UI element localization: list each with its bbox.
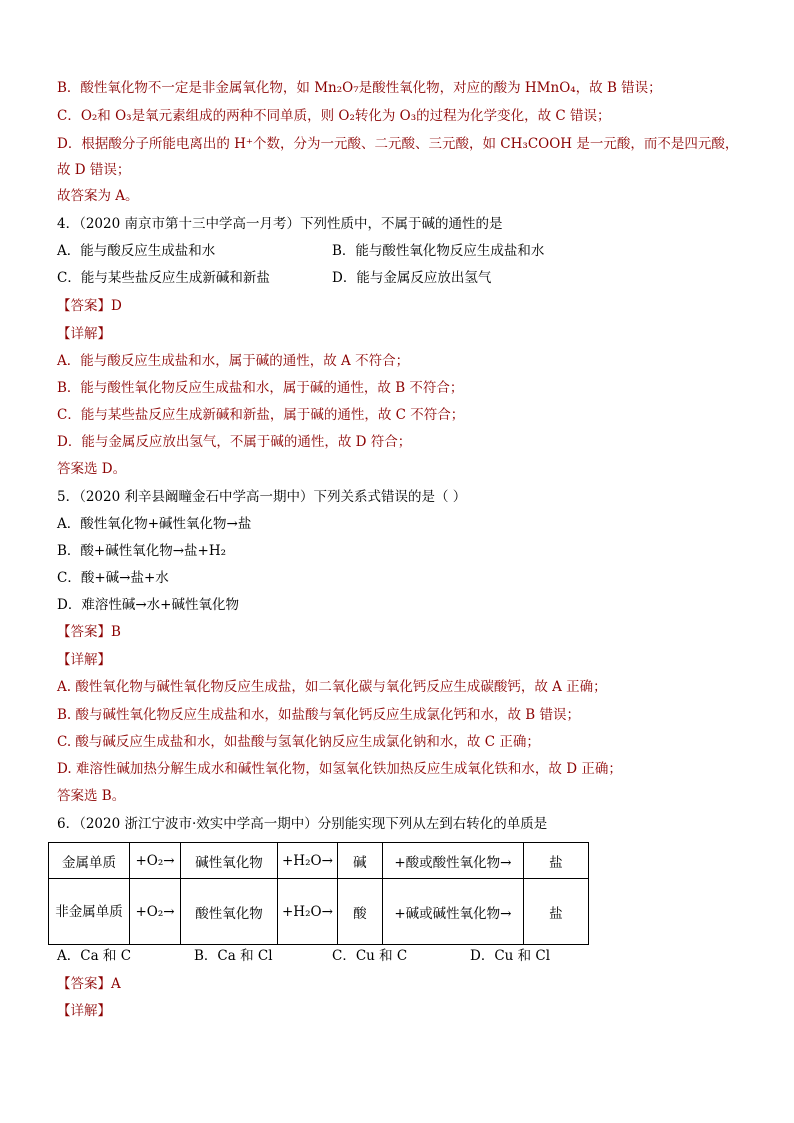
table-cell: 酸性氧化物 xyxy=(181,879,278,945)
q6-option-b: B．Ca 和 Cl xyxy=(194,948,273,964)
q4-option-b: B．能与酸性氧化物反应生成盐和水 xyxy=(332,243,545,259)
q5-detail-heading: 【详解】 xyxy=(57,652,111,668)
table-cell: +酸或酸性氧化物→ xyxy=(382,843,523,879)
q5-option-d: D．难溶性碱→水+碱性氧化物 xyxy=(57,597,239,613)
q5-explanation-d: D. 难溶性碱加热分解生成水和碱性氧化物，如氢氧化铁加热反应生成氧化铁和水，故 D 正确； xyxy=(57,761,622,777)
q6-option-c: C．Cu 和 C xyxy=(332,948,408,964)
q5-option-c: C．酸+碱→盐+水 xyxy=(57,570,169,586)
q4-choose: 答案选 D。 xyxy=(57,461,127,477)
table-cell: 金属单质 xyxy=(49,843,130,879)
table-cell: +O₂→ xyxy=(130,843,181,879)
q5-explanation-a: A. 酸性氧化物与碱性氧化物反应生成盐，如二氧化碳与氧化钙反应生成碳酸钙，故 A 正确； xyxy=(57,679,607,695)
prev-answer: 故答案为 A。 xyxy=(57,188,139,204)
q4-answer: 【答案】D xyxy=(57,298,122,314)
question-5: 5．（2020 利辛县阚疃金石中学高一期中）下列关系式错误的是（ ） xyxy=(57,489,467,505)
table-cell: +H₂O→ xyxy=(278,843,338,879)
prev-explanation-c: C．O₂和 O₃是氧元素组成的两种不同单质，则 O₂转化为 O₃的过程为化学变化，故 C 错误； xyxy=(57,108,611,124)
prev-explanation-d-1: D．根据酸分子所能电离出的 H⁺个数，分为一元酸、二元酸、三元酸，如 CH₃COOH 是一元酸，而不是四元酸， xyxy=(57,136,739,152)
table-cell: 盐 xyxy=(523,843,588,879)
q4-detail-heading: 【详解】 xyxy=(57,326,111,342)
q4-explanation-b: B．能与酸性氧化物反应生成盐和水，属于碱的通性，故 B 不符合； xyxy=(57,380,464,396)
q4-explanation-c: C．能与某些盐反应生成新碱和新盐，属于碱的通性，故 C 不符合； xyxy=(57,407,465,423)
q6-answer: 【答案】A xyxy=(57,976,121,992)
q5-choose: 答案选 B。 xyxy=(57,788,126,804)
question-4: 4．（2020 南京市第十三中学高一月考）下列性质中，不属于碱的通性的是 xyxy=(57,216,503,232)
table-cell: 酸 xyxy=(337,879,382,945)
conversion-table xyxy=(48,842,589,945)
q5-option-a: A．酸性氧化物+碱性氧化物→盐 xyxy=(57,516,252,532)
table-cell: +碱或碱性氧化物→ xyxy=(382,879,523,945)
q5-explanation-c: C. 酸与碱反应生成盐和水，如盐酸与氢氧化钠反应生成氯化钠和水，故 C 正确； xyxy=(57,734,540,750)
table-cell: +H₂O→ xyxy=(278,879,338,945)
table-cell: 非金属单质 xyxy=(49,879,130,945)
q4-explanation-a: A．能与酸反应生成盐和水，属于碱的通性，故 A 不符合； xyxy=(57,353,410,369)
q5-explanation-b: B. 酸与碱性氧化物反应生成盐和水，如盐酸与氧化钙反应生成氯化钙和水，故 B 错误； xyxy=(57,707,581,723)
q6-option-a: A．Ca 和 C xyxy=(57,948,132,964)
table-cell: 碱 xyxy=(337,843,382,879)
q5-option-b: B．酸+碱性氧化物→盐+H₂ xyxy=(57,543,227,559)
table-row-nonmetal xyxy=(49,879,589,945)
q5-answer: 【答案】B xyxy=(57,624,121,640)
question-6: 6．（2020 浙江宁波市·效实中学高一期中）分别能实现下列从左到右转化的单质是 xyxy=(57,816,548,832)
table-cell: +O₂→ xyxy=(130,879,181,945)
table-cell: 盐 xyxy=(523,879,588,945)
q6-option-d: D．Cu 和 Cl xyxy=(470,948,551,964)
q6-detail-heading: 【详解】 xyxy=(57,1003,111,1019)
prev-explanation-b: B．酸性氧化物不一定是非金属氧化物，如 Mn₂O₇是酸性氧化物，对应的酸为 HMnO₄，故 B 错误； xyxy=(57,80,662,96)
table-row-metal xyxy=(49,843,589,879)
q4-explanation-d: D．能与金属反应放出氢气，不属于碱的通性，故 D 符合； xyxy=(57,434,412,450)
prev-explanation-d-2: 故 D 错误； xyxy=(57,162,131,178)
q4-option-a: A．能与酸反应生成盐和水 xyxy=(57,243,216,259)
table-cell: 碱性氧化物 xyxy=(181,843,278,879)
q4-option-c: C．能与某些盐反应生成新碱和新盐 xyxy=(57,270,270,286)
q4-option-d: D．能与金属反应放出氢气 xyxy=(332,270,492,286)
